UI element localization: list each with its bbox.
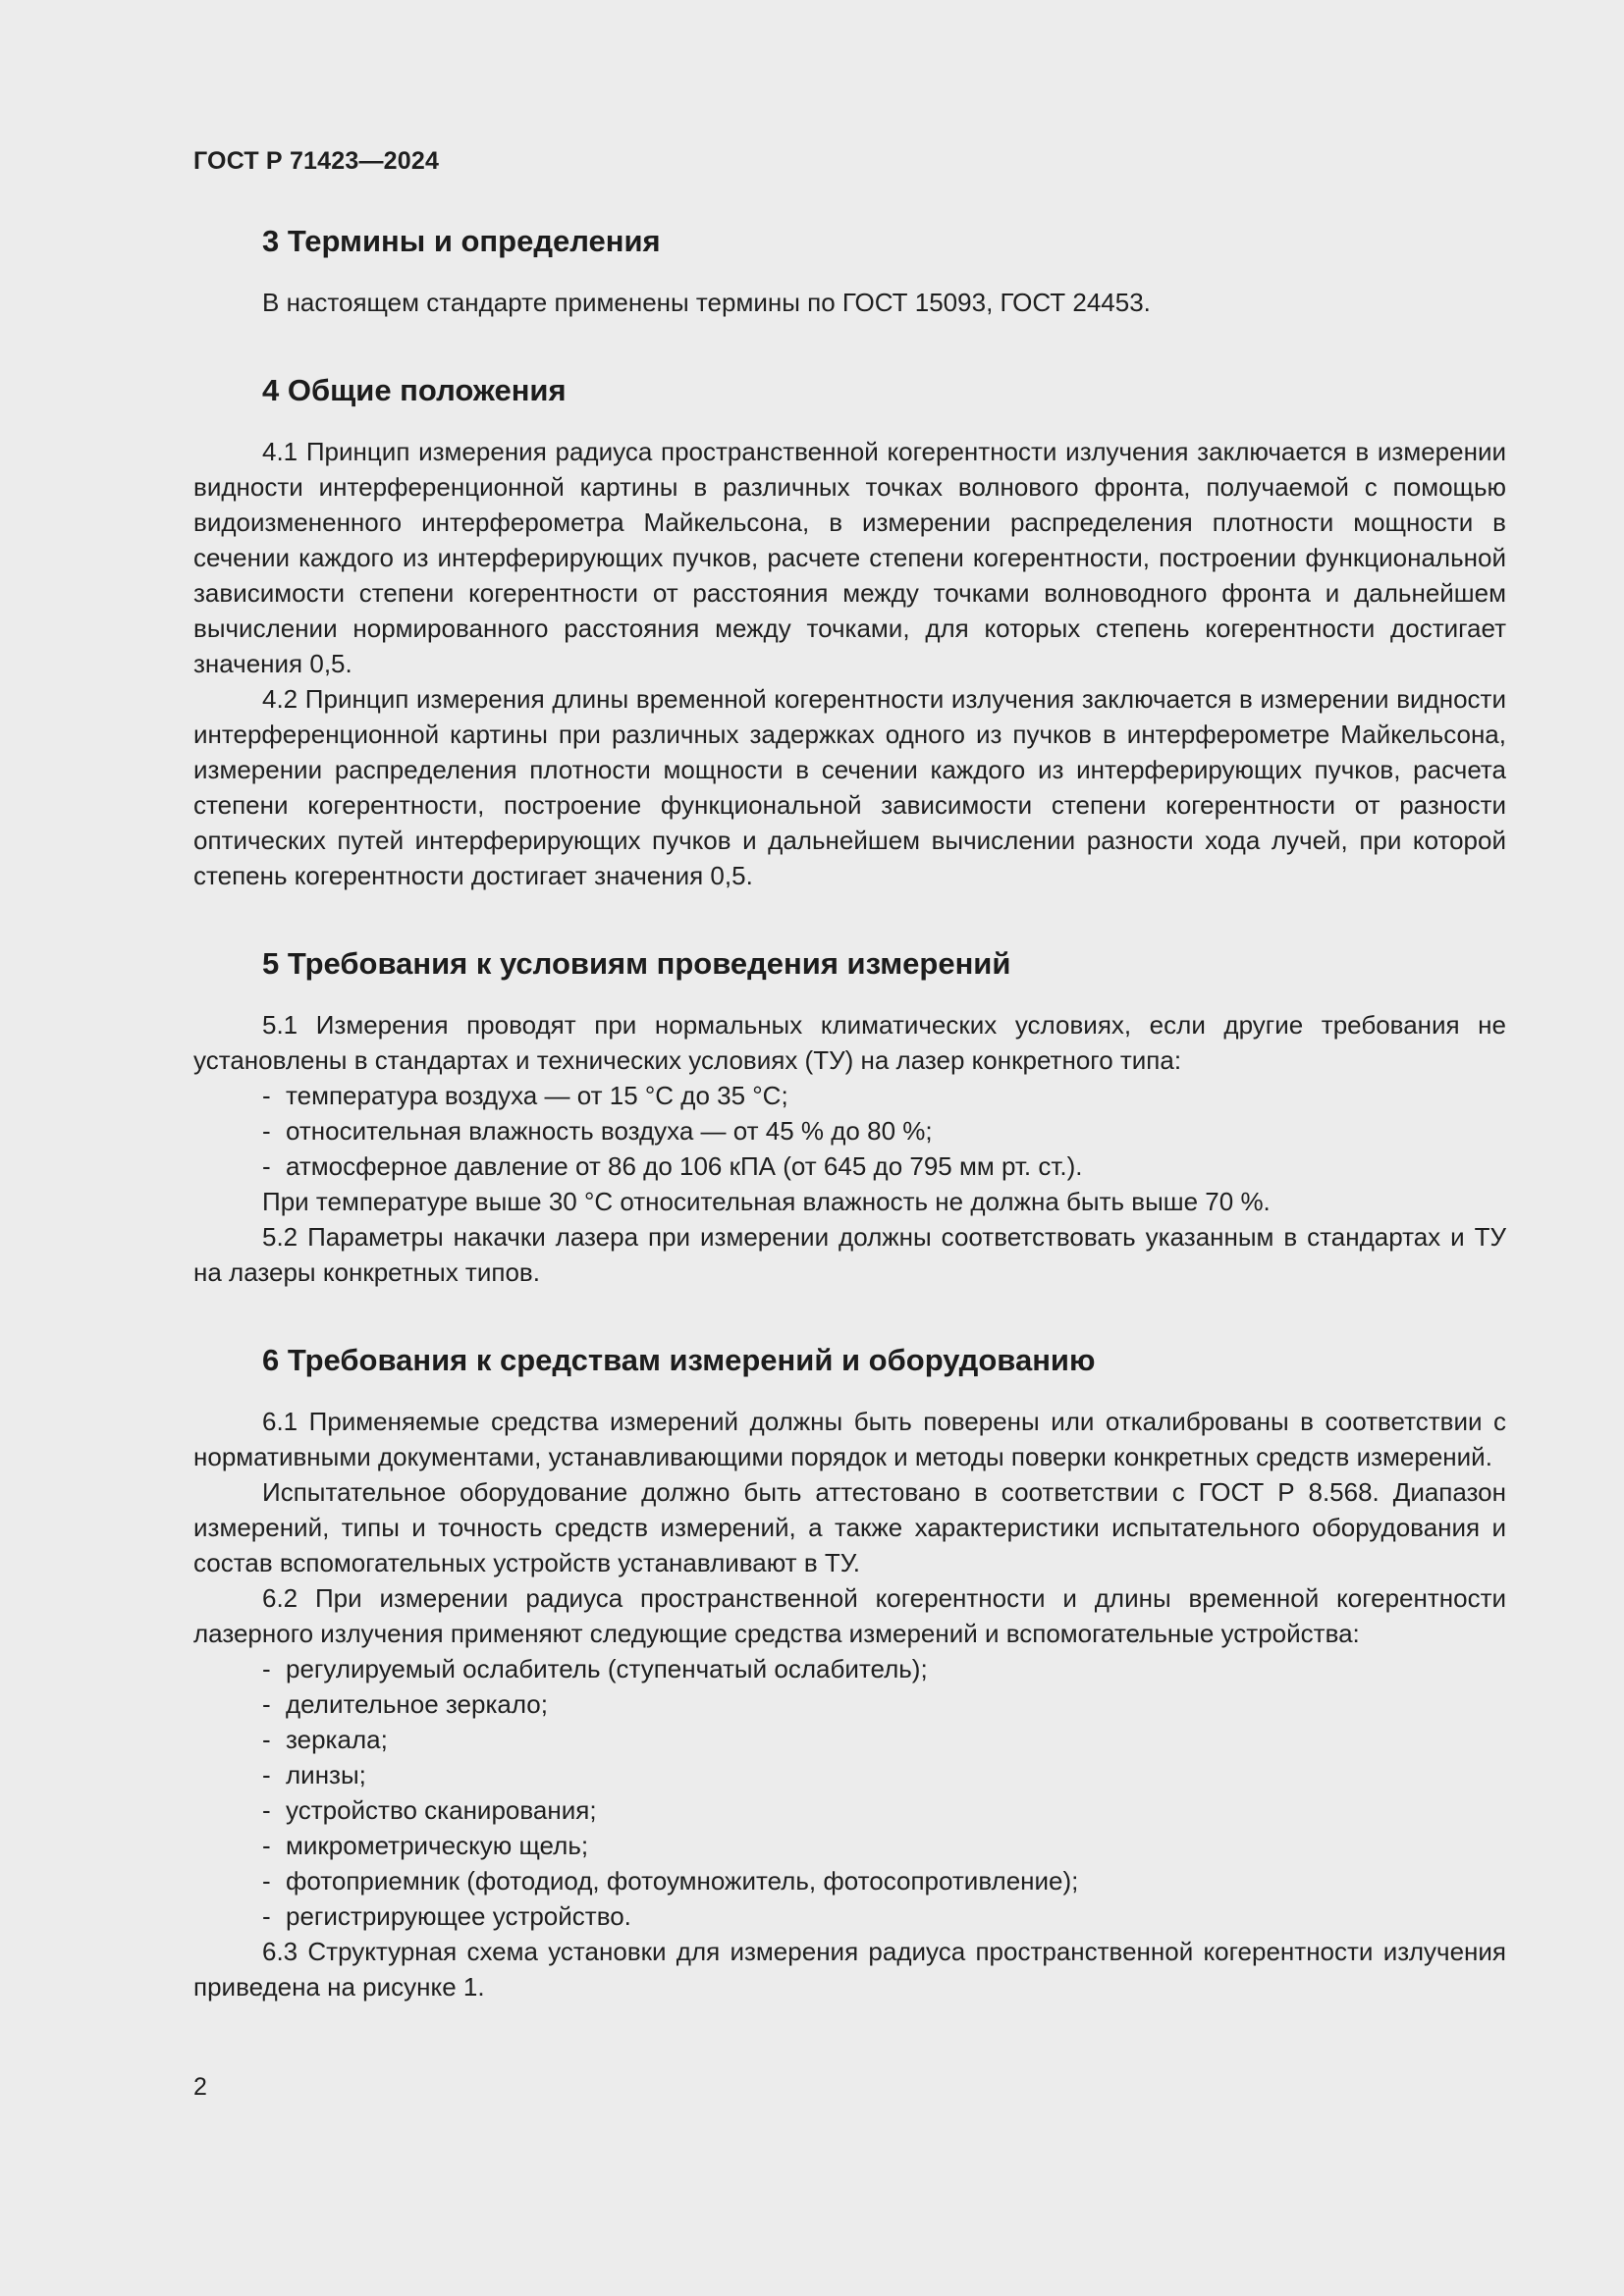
- section-3-paragraph: В настоящем стандарте применены термины по ГОСТ 15093, ГОСТ 24453.: [262, 288, 1151, 317]
- list-item: - атмосферное давление от 86 до 106 кПА (от 645 до 795 мм рт. ст.).: [262, 1151, 1083, 1181]
- document-id: ГОСТ Р 71423—2024: [193, 147, 440, 175]
- clause-5-1: 5.1 Измерения проводят при нормальных климатических условиях, если другие требования не установлены в стандартах и технических условиях (ТУ) на лазер конкретного типа:: [193, 1010, 1506, 1075]
- list-item: - регулируемый ослабитель (ступенчатый ослабитель);: [262, 1654, 928, 1683]
- clause-6-1-continued: Испытательное оборудование должно быть аттестовано в соответствии с ГОСТ Р 8.568. Диапазон измерений, типы и точность средств измерений, а также характеристики испытательного оборудования и состав вспомогательных устройств устанавливают в ТУ.: [193, 1477, 1506, 1577]
- section-3-heading: 3 Термины и определения: [262, 224, 661, 258]
- clause-6-3: 6.3 Структурная схема установки для измерения радиуса пространственной когерентности излучения приведена на рисунке 1.: [193, 1937, 1506, 2002]
- clause-4-1: 4.1 Принцип измерения радиуса пространственной когерентности излучения заключается в измерении видности интерференционной картины в различных точках волнового фронта, получаемой с помощью видоизмененного интерферометра Майкельсона, в измерении распределения плотности мощности в сечении каждого из интерферирующих пучков, расчете степени когерентности, построении функциональной зависимости степени когерентности от расстояния между точками волноводного фронта и дальнейшем вычислении нормированного расстояния между точками, для которых степень когерентности достигает значения 0,5.: [193, 437, 1506, 678]
- list-item: - делительное зеркало;: [262, 1689, 548, 1719]
- section-5-heading: 5 Требования к условиям проведения измерений: [262, 946, 1011, 981]
- clause-5-1-note: При температуре выше 30 °С относительная влажность не должна быть выше 70 %.: [262, 1187, 1271, 1216]
- list-item: - устройство сканирования;: [262, 1795, 597, 1825]
- list-item: - микрометрическую щель;: [262, 1831, 589, 1860]
- section-6-heading: 6 Требования к средствам измерений и оборудованию: [262, 1343, 1096, 1377]
- clause-5-2: 5.2 Параметры накачки лазера при измерении должны соответствовать указанным в стандартах и ТУ на лазеры конкретных типов.: [193, 1222, 1506, 1287]
- list-item: - регистрирующее устройство.: [262, 1901, 631, 1931]
- list-item: - относительная влажность воздуха — от 45 % до 80 %;: [262, 1116, 933, 1146]
- list-item: - линзы;: [262, 1760, 366, 1789]
- list-item: - зеркала;: [262, 1725, 388, 1754]
- clause-4-2: 4.2 Принцип измерения длины временной когерентности излучения заключается в измерении видности интерференционной картины при различных задержках одного из пучков в интерферометре Майкельсона, измерении распределения плотности мощности в сечении каждого из интерферирующих пучков, расчета степени когерентности, построение функциональной зависимости степени когерентности от разности оптических путей интерферирующих пучков и дальнейшем вычислении разности хода лучей, при которой степень когерентности достигает значения 0,5.: [193, 684, 1506, 890]
- list-item: - температура воздуха — от 15 °С до 35 °С;: [262, 1081, 788, 1110]
- list-item: - фотоприемник (фотодиод, фотоумножитель, фотосопротивление);: [262, 1866, 1079, 1896]
- section-4-heading: 4 Общие положения: [262, 373, 567, 407]
- clause-6-2: 6.2 При измерении радиуса пространственной когерентности и длины временной когерентности лазерного излучения применяют следующие средства измерений и вспомогательные устройства:: [193, 1583, 1506, 1648]
- clause-6-1: 6.1 Применяемые средства измерений должны быть поверены или откалиброваны в соответствии с нормативными документами, устанавливающими порядок и методы поверки конкретных средств измерений.: [193, 1407, 1506, 1471]
- page-number: 2: [193, 2073, 207, 2101]
- document-body: [193, 222, 1506, 2004]
